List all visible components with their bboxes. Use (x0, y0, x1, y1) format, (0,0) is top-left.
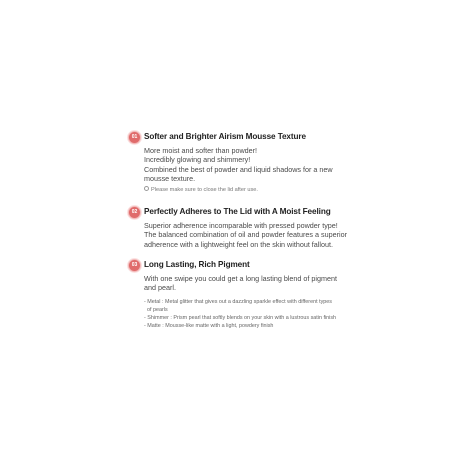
section-pigment (128, 259, 358, 330)
section-number-badge: 03 (128, 259, 141, 272)
finish-item-metal-cont: of pearls (147, 307, 168, 314)
section-title: Long Lasting, Rich Pigment (144, 260, 250, 269)
body-line: mousse texture. (144, 174, 196, 184)
section-airism-texture (128, 131, 358, 193)
section-body (144, 274, 359, 331)
finish-item-metal: - Metal : Metal glitter that gives out a dazzling sparkle effect with different types (144, 298, 332, 305)
body-line: Superior adherence incomparable with pressed powder type! (144, 221, 338, 230)
section-header (128, 259, 358, 273)
body-line: adherence with a lightweight feel on the skin without fallout. (144, 239, 333, 249)
section-number-badge: 01 (128, 131, 141, 144)
section-adherence (128, 206, 358, 249)
body-line: Incredibly glowing and shimmery! (144, 155, 251, 165)
body-line: and pearl. (144, 283, 176, 293)
body-line: The balanced combination of oil and powder features a superior (144, 230, 347, 240)
finish-item-matte: - Matte : Mousse-like matte with a light, powdery finish (144, 323, 274, 330)
section-header (128, 206, 358, 220)
body-line: More moist and softer than powder! (144, 146, 258, 155)
note-circle-icon (144, 186, 149, 191)
usage-note-text: Please make sure to close the lid after use. (151, 186, 258, 193)
finish-item-shimmer: - Shimmer : Prism pearl that softly blends on your skin with a lustrous satin finish (144, 315, 337, 322)
section-body (144, 146, 359, 194)
body-line: With one swipe you could get a long lasting blend of pigment (144, 274, 337, 283)
section-body (144, 221, 359, 249)
section-header (128, 131, 358, 145)
finish-list (144, 298, 359, 331)
section-title: Perfectly Adheres to The Lid with A Moist Feeling (144, 207, 331, 216)
body-line: Combined the best of powder and liquid shadows for a new (144, 164, 333, 174)
section-number-badge: 02 (128, 206, 141, 219)
usage-note (144, 186, 359, 194)
section-title: Softer and Brighter Airism Mousse Texture (144, 132, 306, 141)
